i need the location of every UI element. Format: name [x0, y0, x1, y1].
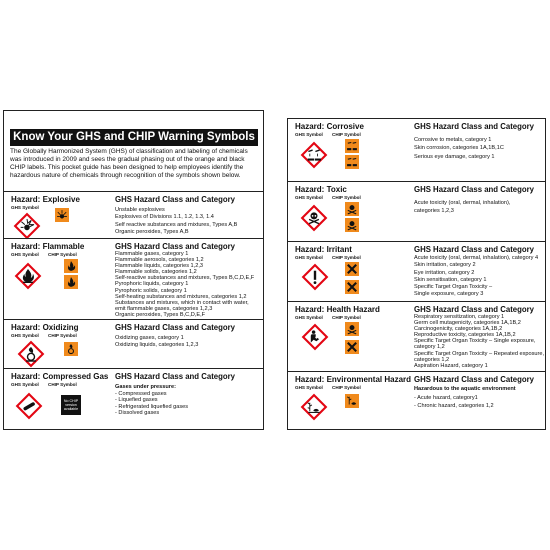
class-line: Acute toxicity (oral, dermal, inhalation), category 4 [414, 255, 539, 261]
gas-cylinder-icon [15, 392, 43, 420]
hazard-row-oxidizing [4, 319, 263, 369]
class-line: Specific Target Organ Toxicity – Single exposure, [414, 338, 536, 345]
symbol-labels [295, 132, 361, 137]
class-line: category 1,2 [414, 344, 445, 351]
class-line: Germ cell mutagenicity, categories 1A,1B,2 [414, 320, 521, 327]
left-guide-card [3, 110, 264, 430]
class-line: categories 1,2,3 [414, 208, 454, 215]
chip-explosive-icon [55, 208, 69, 222]
hazard-row-health-hazard [288, 301, 545, 372]
class-line: - Chronic hazard, categories 1,2 [414, 403, 494, 410]
class-heading: GHS Hazard Class and Category [414, 375, 535, 384]
exploding-bomb-icon [13, 212, 41, 240]
hazard-title: Hazard: Environmental Hazard [295, 375, 412, 384]
class-line: Flammable gases, category 1 [115, 251, 189, 257]
class-line: Gases under pressure: [115, 384, 176, 390]
chip-corrosive-2-icon [345, 155, 359, 169]
class-line: Organic peroxides, Types B,C,D,E,F [115, 311, 206, 318]
chip-symbol-label: CHIP Symbol [332, 195, 361, 200]
ghs-symbol-label: GHS Symbol [11, 205, 39, 210]
chip-oxidizing-icon [64, 342, 78, 356]
chip-harmful-icon [345, 280, 359, 294]
class-line: Pyrophoric solids, category 1 [115, 287, 187, 294]
health-hazard-icon [301, 323, 329, 351]
chip-corrosive-icon [345, 139, 359, 153]
hazard-title: Hazard: Toxic [295, 185, 347, 194]
chip-environment-icon [345, 394, 359, 408]
symbol-labels [295, 315, 361, 320]
hazard-classes [414, 136, 504, 161]
chip-flammable-f-icon [64, 259, 78, 273]
class-line: Self reactive substances and mixtures, Types A,B [115, 221, 238, 228]
class-line: Substances and mixtures, which in contact with water, [115, 299, 249, 306]
chip-symbol-label: CHIP Symbol [48, 252, 77, 257]
ghs-symbol-label: GHS Symbol [295, 385, 323, 390]
chip-toxic-icon [345, 202, 359, 216]
class-heading: GHS Hazard Class and Category [414, 245, 535, 254]
class-heading: GHS Hazard Class and Category [414, 185, 535, 194]
environment-icon [300, 393, 328, 421]
class-line: Organic peroxides, Types A,B [115, 228, 189, 235]
ghs-symbol-label: GHS Symbol [295, 255, 323, 260]
class-line: Hazardous to the aquatic environment [414, 386, 516, 392]
ghs-symbol-label: GHS Symbol [11, 333, 39, 338]
class-heading: GHS Hazard Class and Category [115, 195, 236, 204]
class-line: - Liquefied gases [115, 397, 158, 404]
class-line: - Compressed gases [115, 390, 167, 397]
class-line: categories 1,2 [414, 356, 450, 363]
chip-symbol-label: CHIP Symbol [332, 132, 361, 137]
flame-icon [14, 262, 42, 290]
hazard-classes [414, 385, 516, 411]
chip-very-toxic-icon [345, 218, 359, 232]
class-line: Skin sensitisation, category 1 [414, 276, 487, 283]
class-line: - Refrigerated liquefied gases [115, 403, 189, 410]
chip-symbol-label: CHIP Symbol [332, 385, 361, 390]
ghs-symbol-label: GHS Symbol [11, 252, 39, 257]
class-line: Reproductive toxicity, categories 1A,1B,2 [414, 332, 516, 339]
class-line: Corrosive to metals, category 1 [414, 137, 492, 143]
hazard-title: Hazard: Corrosive [295, 122, 364, 131]
hazard-title: Hazard: Compressed Gas [11, 372, 109, 381]
hazard-row-toxic [288, 181, 545, 242]
chip-symbol-label: CHIP Symbol [332, 315, 361, 320]
class-line: Oxidizing liquids, categories 1,2,3 [115, 342, 199, 349]
hazard-row-compressed-gas [4, 368, 263, 431]
hazard-row-environmental [288, 371, 545, 431]
class-line: Pyrophoric liquids, category 1 [115, 281, 189, 288]
class-line: Serious eye damage, category 1 [414, 153, 495, 160]
class-line: Specific Target Organ Toxicity – [414, 284, 493, 291]
hazard-classes [414, 314, 544, 369]
class-line: Flammable solids, categories 1,2 [115, 269, 197, 276]
class-line: emit flammable gases, categories 1,2,3 [115, 305, 213, 312]
symbol-labels [295, 255, 361, 260]
hazard-title: Hazard: Health Hazard [295, 305, 380, 314]
class-line: Skin corrosion, categories 1A,1B,1C [414, 145, 504, 152]
chip-symbol-label: CHIP Symbol [48, 382, 77, 387]
corrosion-icon [300, 141, 328, 169]
chip-symbol-label: CHIP Symbol [48, 333, 77, 338]
symbol-labels [295, 385, 361, 390]
symbol-labels [295, 195, 361, 200]
intro-text: The Globally Harmonized System (GHS) of classification and labeling of chemicals was introduced in 2009 and sees the gradual phasing out of the orange and black CHIP labels. This pocket guide has been designed to help employees identify the hazardous nature of chemicals through recognition of the symbols shown below. [10, 148, 248, 180]
skull-crossbones-icon [300, 204, 328, 232]
hazard-row-corrosive [288, 119, 545, 181]
hazard-classes [115, 384, 188, 417]
hazard-title: Hazard: Irritant [295, 245, 352, 254]
class-line: Carcinogenicity, categories 1A,1B,2 [414, 326, 503, 333]
class-line: Eye irritation, category 2 [414, 269, 475, 276]
hazard-classes [414, 255, 538, 299]
class-line: Explosives of Divisions 1.1, 1.2, 1.3, 1.4 [115, 214, 214, 221]
class-heading: GHS Hazard Class and Category [115, 372, 236, 381]
symbol-labels [11, 382, 77, 387]
hazard-title: Hazard: Flammable [11, 242, 85, 251]
symbol-labels [11, 333, 77, 338]
hazard-classes [115, 335, 198, 350]
class-heading: GHS Hazard Class and Category [414, 122, 535, 131]
hazard-row-explosive [4, 191, 263, 239]
chip-health-toxic-icon [345, 322, 359, 336]
ghs-symbol-label: GHS Symbol [295, 132, 323, 137]
class-line: Aspiration Hazard, category 1 [414, 362, 488, 369]
class-heading: GHS Hazard Class and Category [414, 305, 535, 314]
class-line: Skin irritation, category 2 [414, 262, 476, 269]
page-title: Know Your GHS and CHIP Warning Symbols [10, 129, 258, 146]
ghs-symbol-label: GHS Symbol [295, 195, 323, 200]
hazard-classes [115, 207, 237, 236]
class-line: Specific Target Organ Toxicity – Repeated exposure, [414, 350, 545, 357]
hazard-title: Hazard: Oxidizing [11, 323, 79, 332]
hazard-classes [115, 251, 254, 318]
class-line: Self-reactive substances and mixtures, Types B,C,D,E,F [115, 275, 255, 282]
chip-health-harmful-icon [345, 340, 359, 354]
class-line: Acute toxicity (oral, dermal, inhalation), [414, 200, 511, 206]
class-line: - Acute hazard, category1 [414, 394, 478, 401]
hazard-classes [414, 199, 510, 216]
class-line: - Dissolved gases [115, 410, 160, 417]
class-line: Oxidizing gases, category 1 [115, 335, 184, 341]
chip-irritant-icon [345, 262, 359, 276]
ghs-symbol-label: GHS Symbol [11, 382, 39, 387]
hazard-row-flammable [4, 238, 263, 320]
class-line: Single exposure, category 3 [414, 291, 484, 298]
hazard-row-irritant [288, 241, 545, 302]
class-heading: GHS Hazard Class and Category [115, 242, 236, 251]
exclamation-mark-icon [301, 263, 329, 291]
class-line: Flammable aerosols, categories 1,2 [115, 257, 204, 264]
no-chip-version-badge: No CHIP version available [61, 395, 81, 415]
class-line: Respiratory sensitization, category 1 [414, 314, 505, 320]
right-guide-card [287, 118, 546, 430]
symbol-labels [11, 205, 39, 210]
ghs-symbol-label: GHS Symbol [295, 315, 323, 320]
flame-over-circle-icon [17, 340, 45, 368]
hazard-title: Hazard: Explosive [11, 195, 80, 204]
class-line: Flammable liquids, categories 1,2,3 [115, 263, 203, 270]
chip-symbol-label: CHIP Symbol [332, 255, 361, 260]
class-line: Self-heating substances and mixtures, categories 1,2 [115, 293, 247, 300]
class-line: Unstable explosives [115, 207, 165, 213]
chip-flammable-fplus-icon [64, 275, 78, 289]
symbol-labels [11, 252, 77, 257]
class-heading: GHS Hazard Class and Category [115, 323, 236, 332]
